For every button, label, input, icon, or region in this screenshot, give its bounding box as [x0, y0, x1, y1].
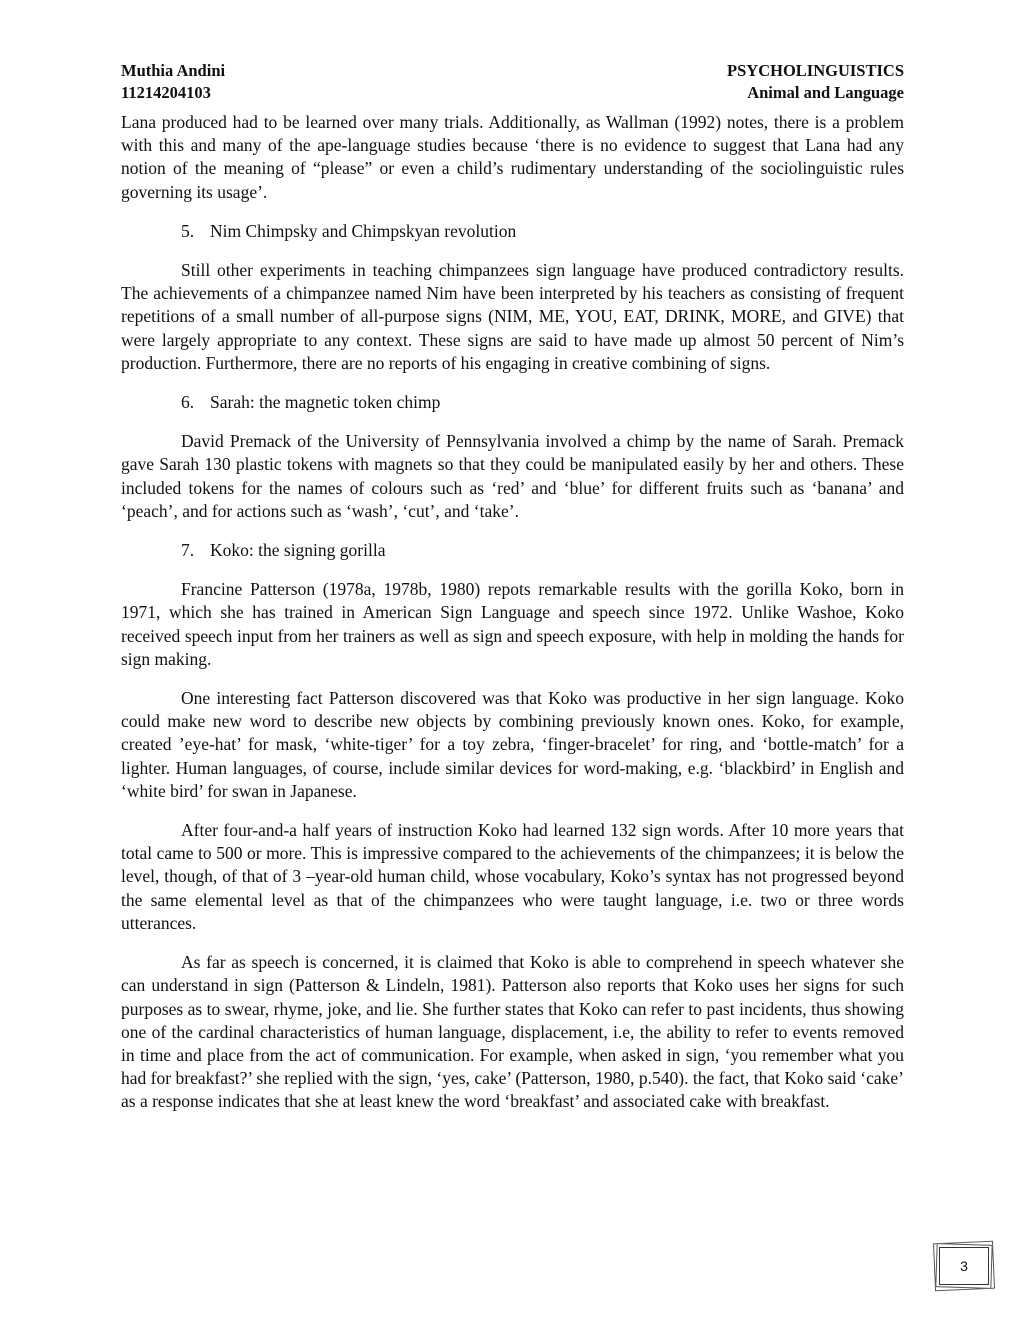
paragraph-koko-2: One interesting fact Patterson discovered was that Koko was productive in her sign language. Koko could make new word to describe new objects by combining previously known ones. Koko, for example, created ’eye-hat’ for mask, ‘white-tiger’ for a toy zebra, ‘finger-bracelet’ for ring, and ‘bottle-match’ for a lighter. Human languages, of course, include similar devices for word-making, e.g. ‘blackbird’ in English and ‘white bird’ for swan in Japanese.: [121, 688, 904, 801]
document-body: [121, 111, 904, 1114]
paragraph-koko-4: As far as speech is concerned, it is claimed that Koko is able to comprehend in speech whatever she can understand in sign (Patterson & Lindeln, 1981). Patterson also reports that Koko uses her signs for such purposes as to swear, rhyme, joke, and lie. She further states that Koko can refer to past incidents, thus showing one of the cardinal characteristics of human language, displacement, i.e, the ability to refer to events removed in time and place from the act of communication. For example, when asked in sign, ‘you remember what you had for breakfast?’ she replied with the sign, ‘yes, cake’ (Patterson, 1980, p.540). the fact, that Koko said ‘cake’ as a response indicates that she at least knew the word ‘breakfast’ and associated cake with breakfast.: [121, 952, 904, 1112]
header-right: [727, 60, 904, 104]
paragraph-intro: Lana produced had to be learned over many trials. Additionally, as Wallman (1992) notes, there is a problem with this and many of the ape-language studies because ‘there is no evidence to suggest that Lana had any notion of the meaning of “please” or even a child’s rudimentary understanding of the sociolinguistic rules governing its usage’.: [121, 112, 904, 202]
header-left: [121, 60, 225, 104]
paragraph-koko-1: Francine Patterson (1978a, 1978b, 1980) repots remarkable results with the gorilla Koko, born in 1971, which she has trained in American Sign Language and speech since 1972. Unlike Washoe, Koko received speech input from her trainers as well as sign and speech exposure, with help in molding the hands for sign making.: [121, 579, 904, 669]
paragraph-koko-3: After four-and-a half years of instruction Koko had learned 132 sign words. After 10 more years that total came to 500 or more. This is impressive compared to the achievements of the chimpanzees; it is below the level, though, of that of 3 –year-old human child, whose vocabulary, Koko’s syntax has not progressed beyond the same elemental level as that of the chimpanzees who were taught language, i.e. two or three words utterances.: [121, 820, 904, 933]
student-id: 11214204103: [121, 83, 211, 102]
section-heading-nim: [181, 220, 904, 243]
page-number: 3: [960, 1258, 968, 1274]
section-title: Nim Chimpsky and Chimpskyan revolution: [210, 220, 517, 241]
course-title: PSYCHOLINGUISTICS: [727, 61, 904, 80]
page-header: [121, 60, 904, 104]
document-page: [121, 60, 904, 1130]
section-number: 6.: [181, 392, 195, 413]
section-number: 5.: [181, 220, 195, 241]
section-title: Sarah: the magnetic token chimp: [210, 392, 441, 413]
section-heading-sarah: [181, 391, 904, 414]
section-heading-koko: [181, 539, 904, 562]
paragraph-nim: Still other experiments in teaching chimpanzees sign language have produced contradictory results. The achievements of a chimpanzee named Nim have been interpreted by his teachers as consisting of frequent repetitions of a small number of all-purpose signs (NIM, ME, YOU, EAT, DRINK, MORE, and GIVE) that were largely appropriate to any context. These signs are said to have made up almost 50 percent of Nim’s production. Furthermore, there are no reports of his engaging in creative combining of signs.: [121, 260, 904, 373]
author-name: Muthia Andini: [121, 61, 226, 80]
topic-title: Animal and Language: [747, 83, 904, 102]
section-number: 7.: [181, 540, 195, 561]
paragraph-sarah: David Premack of the University of Pennsylvania involved a chimp by the name of Sarah. Premack gave Sarah 130 plastic tokens with magnets so that they could be manipulated easily by her and others. These included tokens for the names of colours such as ‘red’ and ‘blue’ for different fruits such as ‘banana’ and ‘peach’, and for actions such as ‘wash’, ‘cut’, and ‘take’.: [121, 431, 904, 521]
page-number-badge: [934, 1242, 994, 1290]
section-title: Koko: the signing gorilla: [210, 540, 386, 561]
